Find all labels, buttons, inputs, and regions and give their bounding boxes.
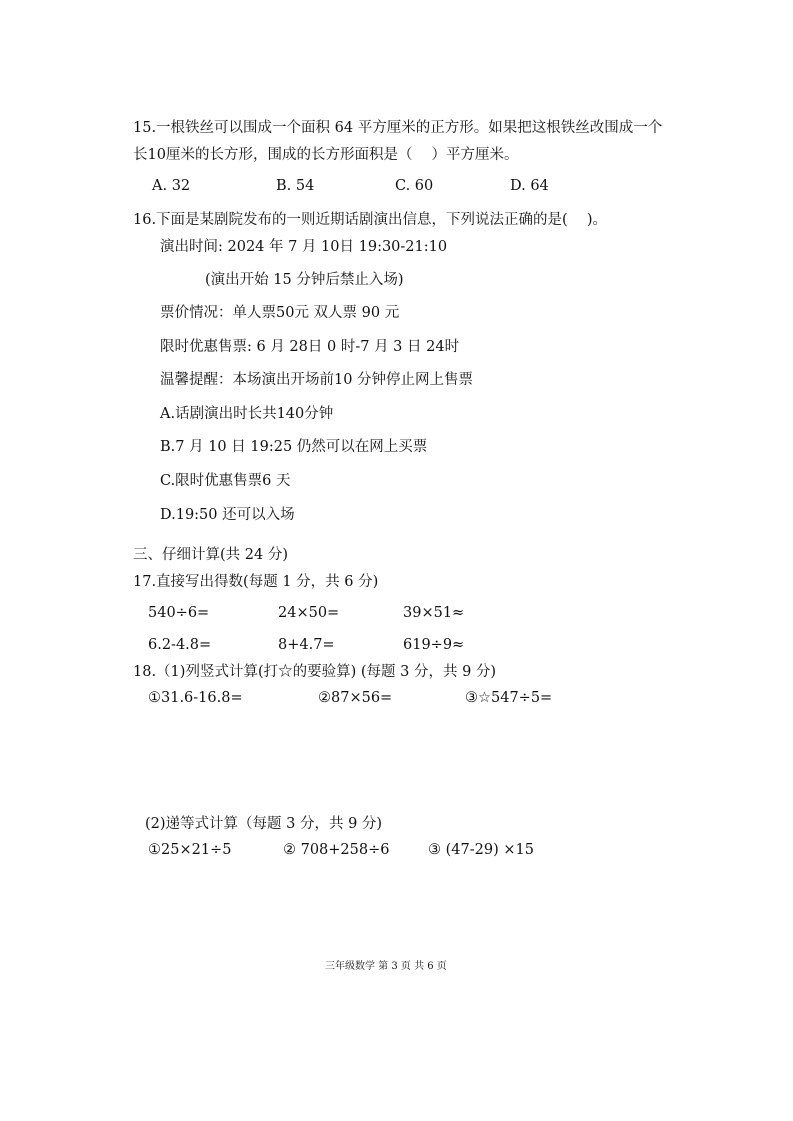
q17-item: 540÷6= [148,605,210,621]
page-footer: 三年级数学 第 3 页 共 6 页 [325,961,447,972]
q16-stem: 16.下面是某剧院发布的一则近期话剧演出信息，下列说法正确的是( )。 [133,212,607,228]
q16-info-time: 演出时间: 2024 年 7 月 10日 19:30-21:10 [160,239,448,255]
q15-option-a: A. 32 [152,178,191,194]
q17-item: 6.2-4.8= [148,637,212,653]
q16-option-b: B.7 月 10 日 19:25 仍然可以在网上买票 [160,439,428,455]
q15-option-c: C. 60 [395,178,434,194]
q17-item: 39×51≈ [403,605,465,621]
q18-part2-title: (2)递等式计算（每题 3 分，共 9 分) [145,816,383,832]
q18-part1-title: 18.（1)列竖式计算(打☆的要验算) (每题 3 分，共 9 分) [133,664,497,680]
q18-part1-item: ②87×56= [318,690,393,706]
q16-info-reminder: 温馨提醒：本场演出开场前10 分钟停止网上售票 [160,372,474,388]
q16-option-a: A.话剧演出时长共140分钟 [160,406,334,422]
q16-info-entry-note: (演出开始 15 分钟后禁止入场) [205,272,404,288]
q15-stem-line1: 15.一根铁丝可以围成一个面积 64 平方厘米的正方形。如果把这根铁丝改围成一个 [133,120,663,136]
q18-part1-item: ①31.6-16.8= [148,690,243,706]
section3-title: 三、仔细计算(共 24 分) [133,547,288,563]
q18-part2-item: ② 708+258÷6 [283,842,390,858]
q15-option-d: D. 64 [510,178,549,194]
q15-stem-line2: 长10厘米的长方形，围成的长方形面积是（ ）平方厘米。 [133,147,519,163]
q16-option-d: D.19:50 还可以入场 [160,507,295,523]
q16-info-price: 票价情况：单人票50元 双人票 90 元 [160,305,400,321]
q17-item: 619÷9≈ [403,637,465,653]
q15-option-b: B. 54 [276,178,315,194]
q16-option-c: C.限时优惠售票6 天 [160,473,291,489]
q17-item: 24×50= [278,605,340,621]
q18-part2-item: ①25×21÷5 [148,842,232,858]
q17-title: 17.直接写出得数(每题 1 分，共 6 分) [133,574,379,590]
q17-item: 8+4.7= [278,637,335,653]
q18-part2-item: ③ (47-29) ×15 [428,842,534,858]
q16-info-discount: 限时优惠售票: 6 月 28日 0 时-7 月 3 日 24时 [160,339,460,355]
q18-part1-item: ③☆547÷5= [465,690,553,706]
